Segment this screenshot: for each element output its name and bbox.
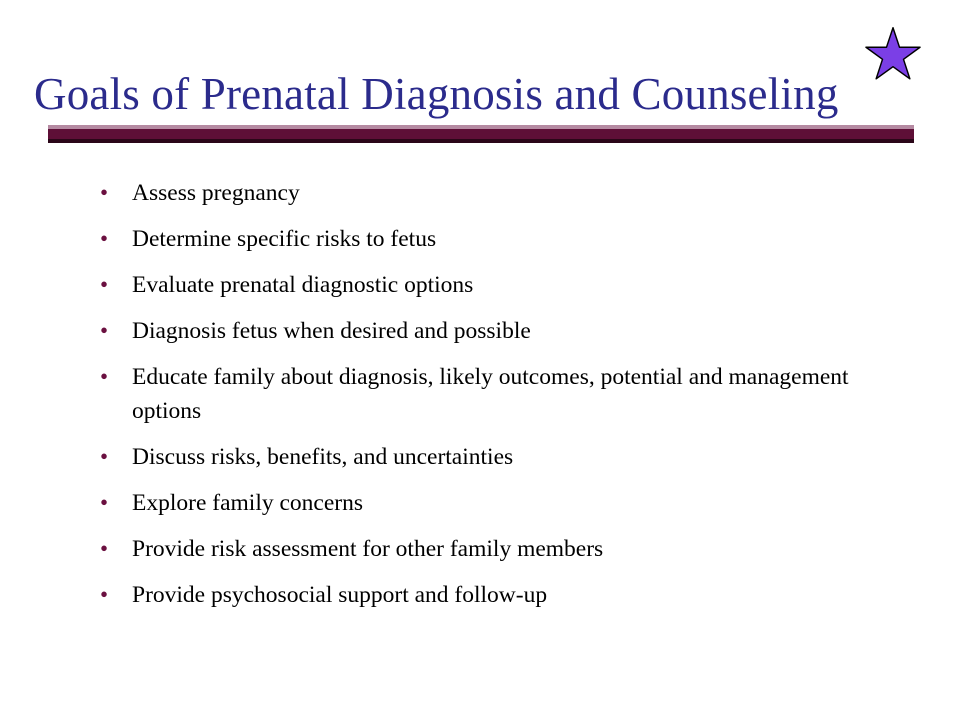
bullet-text: Explore family concerns	[132, 490, 363, 516]
list-item	[98, 314, 918, 348]
list-item	[98, 222, 918, 256]
list-item	[98, 360, 918, 428]
bullet-marker: •	[100, 582, 109, 607]
list-item	[98, 578, 918, 612]
bullet-text: Discuss risks, benefits, and uncertainties	[132, 444, 514, 470]
star-icon	[864, 26, 922, 84]
bullet-marker: •	[100, 536, 109, 561]
bullet-text: Determine specific risks to fetus	[132, 226, 437, 252]
bullet-marker: •	[100, 364, 109, 389]
bullet-marker: •	[100, 272, 109, 297]
title-divider	[48, 125, 914, 143]
bullet-text: Evaluate prenatal diagnostic options	[132, 272, 474, 298]
bullet-text: Assess pregnancy	[132, 180, 300, 206]
bullet-text: Provide psychosocial support and follow-up	[132, 582, 548, 608]
bullet-text: Diagnosis fetus when desired and possible	[132, 318, 531, 344]
bullet-marker: •	[100, 444, 109, 469]
bullet-list	[98, 176, 918, 624]
list-item	[98, 176, 918, 210]
list-item	[98, 268, 918, 302]
bullet-text: Provide risk assessment for other family members	[132, 536, 604, 562]
list-item	[98, 486, 918, 520]
list-item	[98, 532, 918, 566]
bullet-marker: •	[100, 490, 109, 515]
bullet-marker: •	[100, 318, 109, 343]
bullet-marker: •	[100, 180, 109, 205]
bullet-marker: •	[100, 226, 109, 251]
list-item	[98, 440, 918, 474]
bullet-text: Educate family about diagnosis, likely outcomes, potential and management options	[132, 364, 849, 424]
slide-title: Goals of Prenatal Diagnosis and Counseling	[34, 69, 839, 119]
